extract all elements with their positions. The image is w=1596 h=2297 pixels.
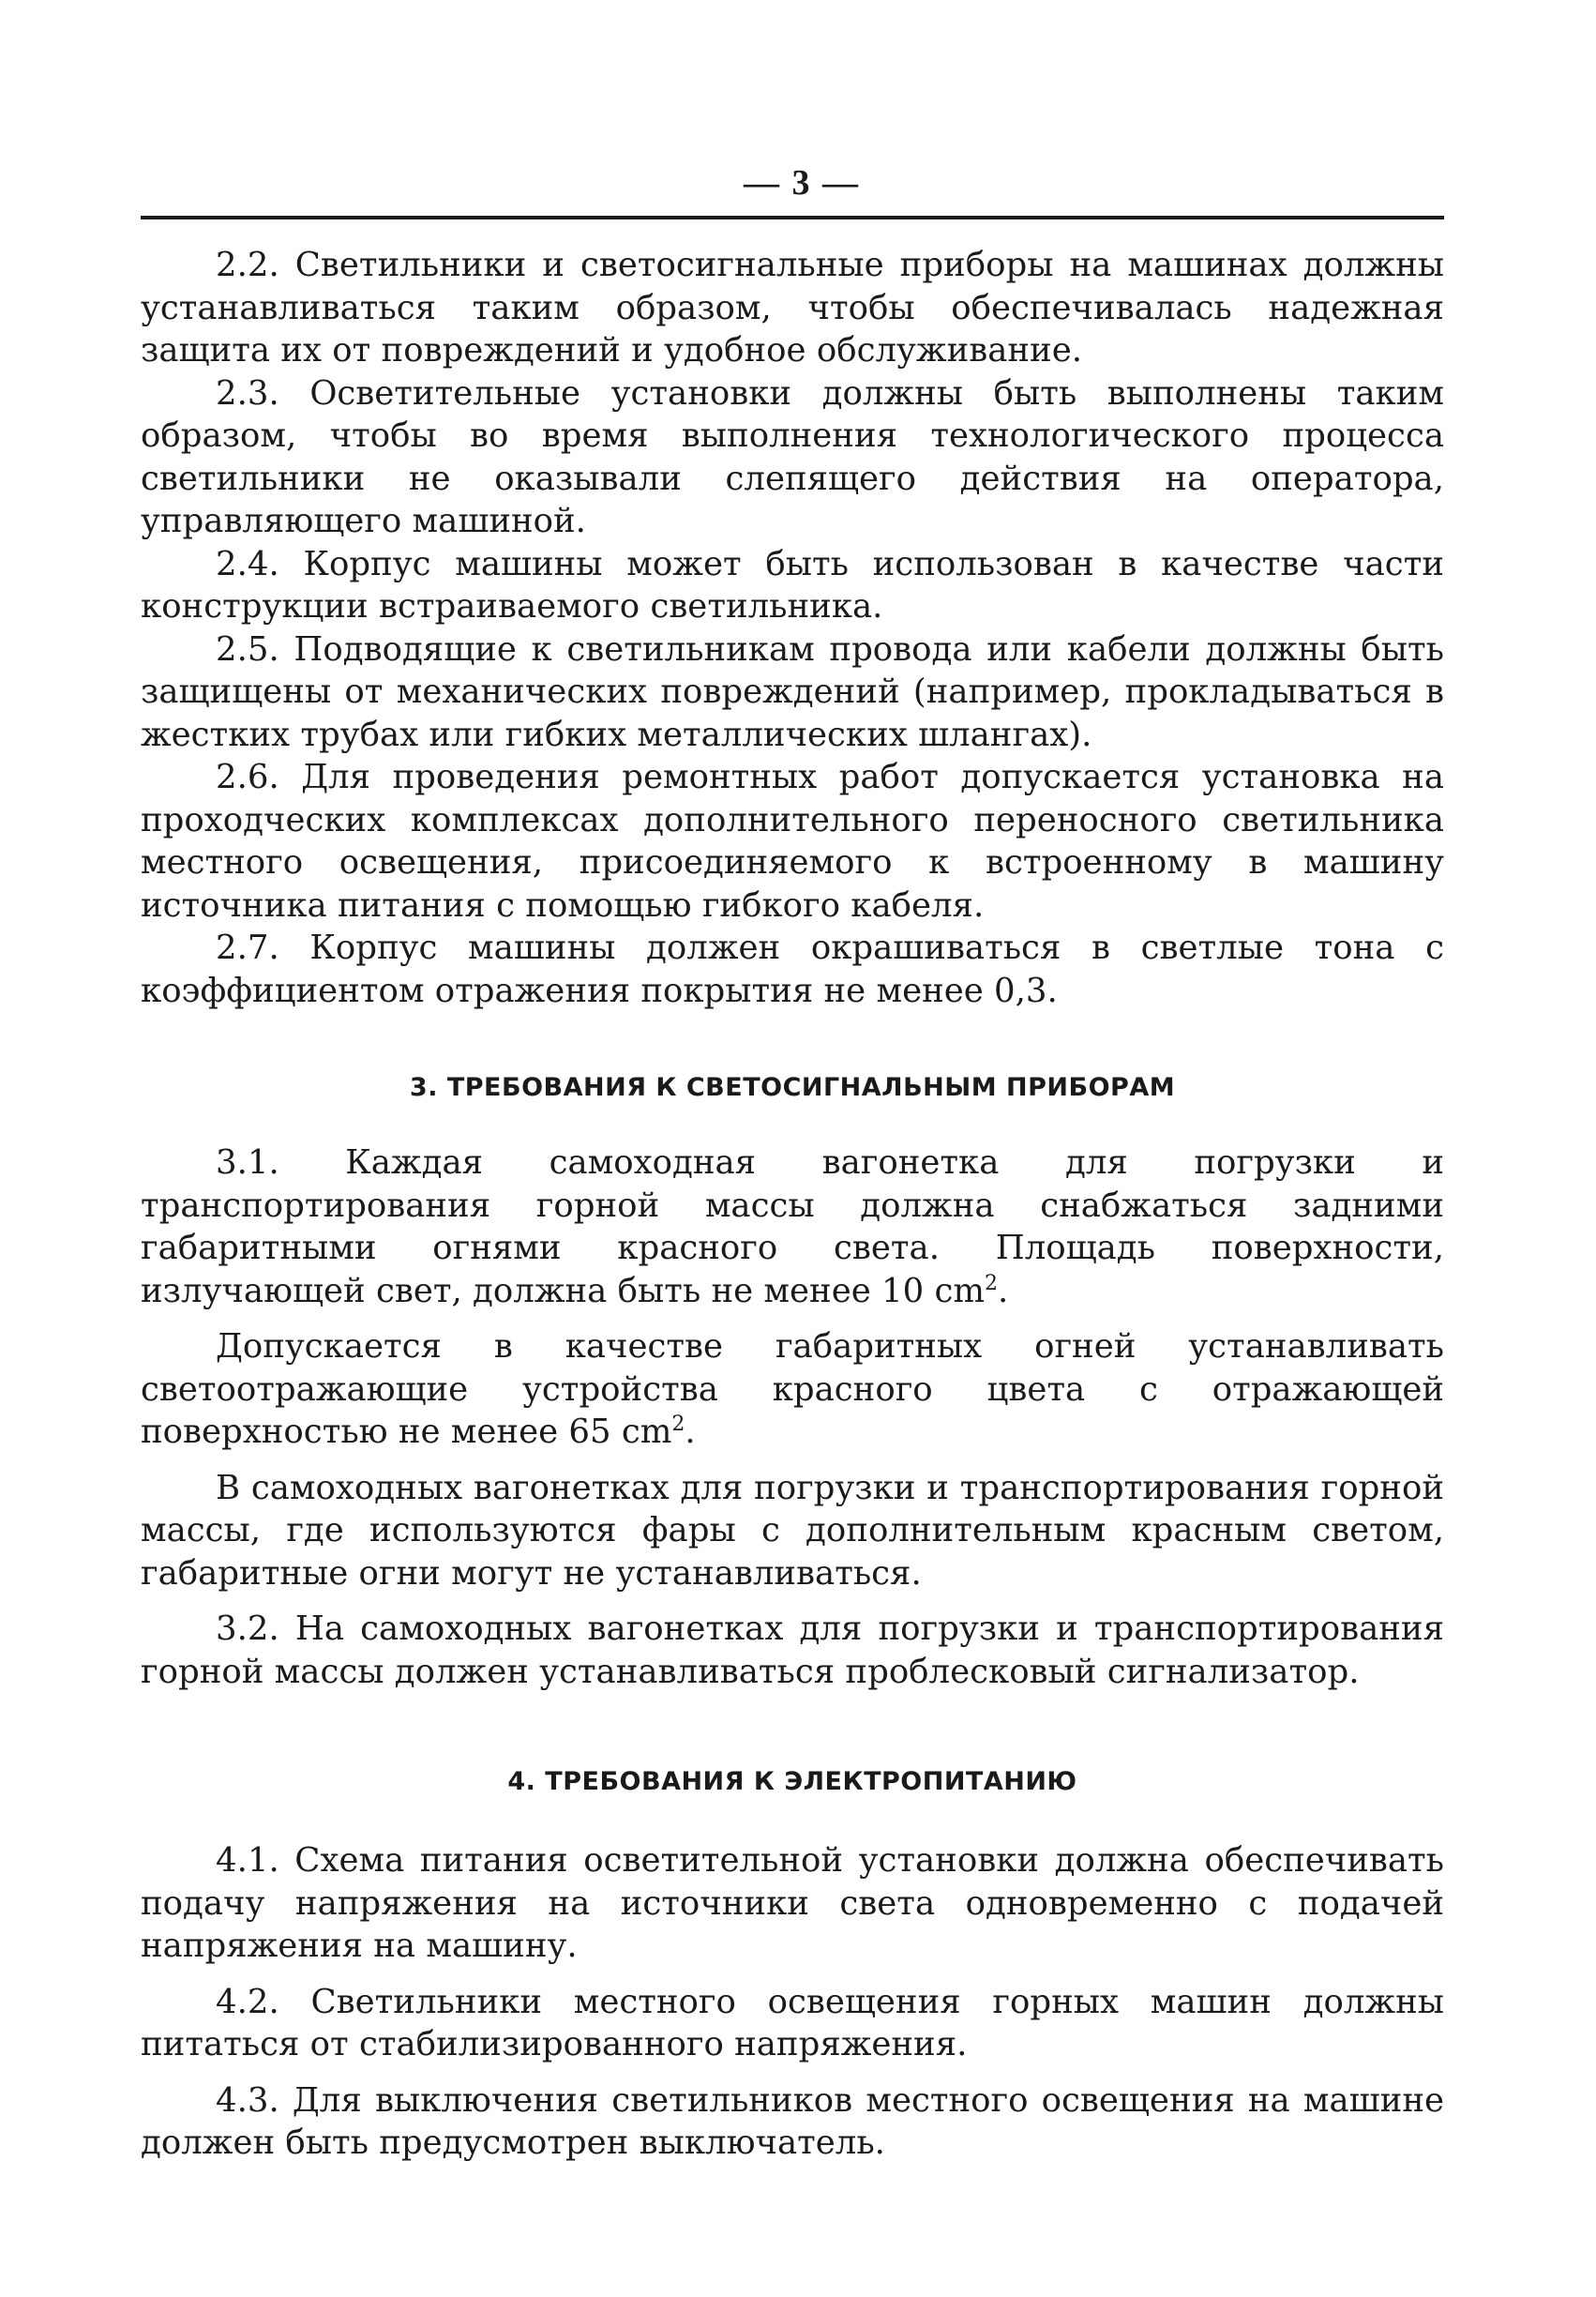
paragraph-3-1-reflectors-text: Допускается в качестве габаритных огней устанавливать светоотражающие устройства красного цвета с отражающей поверхностью не менее 65 cm <box>141 1327 1444 1451</box>
paragraph-2-7: 2.7. Корпус машины должен окрашиваться в светлые тона с коэффициентом отражения покрытия не менее 0,3. <box>141 929 1444 1010</box>
paragraph-3-1 <box>141 1141 1444 1312</box>
paragraph-3-2: 3.2. На самоходных вагонетках для погрузки и транспортирования горной массы должен устанавливаться проблесковый сигнализатор. <box>141 1609 1444 1691</box>
paragraph-4-3: 4.3. Для выключения светильников местного освещения на машине должен быть предусмотрен выключатель. <box>141 2080 1444 2162</box>
paragraph-4-2: 4.2. Светильники местного освещения горных машин должны питаться от стабилизированного напряжения. <box>141 1982 1444 2063</box>
header-rule <box>141 216 1444 219</box>
section-3-heading: 3. ТРЕБОВАНИЯ К СВЕТОСИГНАЛЬНЫМ ПРИБОРАМ <box>409 1073 1176 1102</box>
paragraph-4-1: 4.1. Схема питания осветительной установки должна обеспечивать подачу напряжения на источники света одновременно с подачей напряжения на машину. <box>141 1841 1444 1965</box>
paragraph-2-6: 2.6. Для проведения ремонтных работ допускается установка на проходческих комплексах дополнительного переносного светильника местного освещения, присоединяемого к встроенному в машину источника питания с помощью гибкого кабеля. <box>141 758 1444 925</box>
paragraph-3-1-reflectors <box>141 1325 1444 1454</box>
paragraph-2-5: 2.5. Подводящие к светильникам провода или кабели должны быть защищены от механических повреждений (например, прокладываться в жестких трубах или гибких металлических шлангах). <box>141 629 1444 754</box>
page-number: — 3 — <box>744 163 860 203</box>
section-4-body <box>141 1839 1444 2165</box>
paragraph-3-1-headlights: В самоходных вагонетках для погрузки и транспортирования горной массы, где используются фары с дополнительным красным светом, габаритные огни могут не устанавливаться. <box>141 1468 1444 1593</box>
paragraph-3-1-reflectors-end: . <box>685 1413 696 1451</box>
section-2-body <box>141 244 1444 1012</box>
paragraph-2-4: 2.4. Корпус машины может быть использован в качестве части конструкции встраиваемого светильника. <box>141 544 1444 626</box>
paragraph-3-1-end: . <box>998 1271 1009 1310</box>
section-3-body <box>141 1141 1444 1693</box>
section-4-heading: 4. ТРЕБОВАНИЯ К ЭЛЕКТРОПИТАНИЮ <box>507 1767 1077 1796</box>
superscript-2: 2 <box>985 1271 999 1295</box>
document-page <box>141 159 1444 2165</box>
paragraph-2-2: 2.2. Светильники и светосигнальные приборы на машинах должны устанавливаться таким образом, чтобы обеспечивалась надежная защита их от повреждений и удобное обслуживание. <box>141 246 1444 370</box>
paragraph-2-3: 2.3. Осветительные установки должны быть выполнены таким образом, чтобы во время выполнения технологического процесса светильники не оказывали слепящего действия на оператора, управляющего машиной. <box>141 373 1444 540</box>
paragraph-3-1-text: 3.1. Каждая самоходная вагонетка для погрузки и транспортирования горной массы должна снабжаться задними габаритными огнями красного света. Площадь поверхности, излучающей свет, должна быть не менее 10 cm <box>141 1143 1444 1310</box>
superscript-2: 2 <box>671 1413 685 1437</box>
